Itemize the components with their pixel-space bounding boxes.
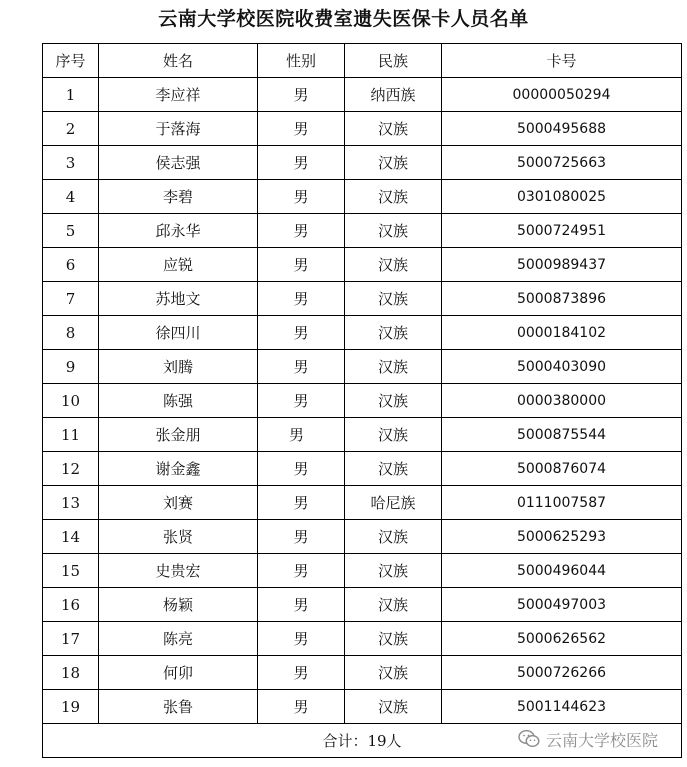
- serial-cell: 18: [43, 656, 99, 690]
- header-ethnic: 民族: [345, 44, 442, 78]
- serial-cell: 12: [43, 452, 99, 486]
- sex-cell: 男: [258, 316, 345, 350]
- serial-cell: 8: [43, 316, 99, 350]
- sex-cell: 男: [258, 384, 345, 418]
- card-cell: 0000380000: [442, 384, 682, 418]
- ethnic-cell: 汉族: [345, 588, 442, 622]
- sex-cell: 男: [258, 554, 345, 588]
- card-cell: 5001144623: [442, 690, 682, 724]
- card-cell: 0000184102: [442, 316, 682, 350]
- table-row: [43, 452, 682, 486]
- card-cell: 5000625293: [442, 520, 682, 554]
- serial-cell: 3: [43, 146, 99, 180]
- watermark-label: 云南大学校医院: [546, 730, 659, 750]
- watermark: [518, 727, 658, 751]
- name-cell: 张贤: [99, 520, 258, 554]
- name-cell: 陈亮: [99, 622, 258, 656]
- table-row: [43, 622, 682, 656]
- table-row: [43, 520, 682, 554]
- header-name: 姓名: [99, 44, 258, 78]
- serial-cell: 17: [43, 622, 99, 656]
- table-row: [43, 690, 682, 724]
- card-cell: 0111007587: [442, 486, 682, 520]
- name-cell: 李碧: [99, 180, 258, 214]
- ethnic-cell: 汉族: [345, 554, 442, 588]
- ethnic-cell: 汉族: [345, 520, 442, 554]
- name-cell: 应锐: [99, 248, 258, 282]
- table-row: [43, 180, 682, 214]
- ethnic-cell: 汉族: [345, 214, 442, 248]
- name-cell: 李应祥: [99, 78, 258, 112]
- name-cell: 谢金鑫: [99, 452, 258, 486]
- name-cell: 史贵宏: [99, 554, 258, 588]
- ethnic-cell: 汉族: [345, 248, 442, 282]
- table-row: [43, 214, 682, 248]
- serial-cell: 14: [43, 520, 99, 554]
- sex-cell: 男: [258, 656, 345, 690]
- ethnic-cell: 汉族: [345, 180, 442, 214]
- name-cell: 于落海: [99, 112, 258, 146]
- name-cell: 陈强: [99, 384, 258, 418]
- sex-cell: 男: [258, 588, 345, 622]
- name-cell: 刘赛: [99, 486, 258, 520]
- table-row: [43, 248, 682, 282]
- header-serial: 序号: [43, 44, 99, 78]
- table-row: [43, 316, 682, 350]
- wechat-icon: [518, 729, 540, 749]
- card-cell: 5000403090: [442, 350, 682, 384]
- card-cell: 0301080025: [442, 180, 682, 214]
- serial-cell: 13: [43, 486, 99, 520]
- table-row: [43, 146, 682, 180]
- document-title: 云南大学校医院收费室遗失医保卡人员名单: [158, 8, 529, 30]
- ethnic-cell: 汉族: [345, 146, 442, 180]
- sex-cell: 男: [258, 350, 345, 384]
- ethnic-cell: 汉族: [345, 690, 442, 724]
- ethnic-cell: 汉族: [345, 656, 442, 690]
- sex-cell: 男: [258, 248, 345, 282]
- name-cell: 何卯: [99, 656, 258, 690]
- sex-cell: 男: [258, 180, 345, 214]
- sex-cell: 男: [258, 622, 345, 656]
- ethnic-cell: 汉族: [345, 112, 442, 146]
- ethnic-cell: 汉族: [345, 282, 442, 316]
- card-cell: 5000726266: [442, 656, 682, 690]
- card-cell: 5000496044: [442, 554, 682, 588]
- ethnic-cell: 哈尼族: [345, 486, 442, 520]
- card-cell: 5000497003: [442, 588, 682, 622]
- table-row: [43, 282, 682, 316]
- serial-cell: 2: [43, 112, 99, 146]
- sex-cell: 男: [258, 78, 345, 112]
- serial-cell: 11: [43, 418, 99, 452]
- ethnic-cell: 汉族: [345, 622, 442, 656]
- serial-cell: 10: [43, 384, 99, 418]
- total-cell: 合计：19人: [43, 724, 682, 758]
- serial-cell: 19: [43, 690, 99, 724]
- serial-cell: 9: [43, 350, 99, 384]
- table-row: [43, 656, 682, 690]
- sex-cell: 男: [258, 112, 345, 146]
- card-cell: 5000989437: [442, 248, 682, 282]
- serial-cell: 1: [43, 78, 99, 112]
- name-cell: 徐四川: [99, 316, 258, 350]
- card-cell: 5000873896: [442, 282, 682, 316]
- name-cell: 刘腾: [99, 350, 258, 384]
- sex-cell: 男: [258, 214, 345, 248]
- card-cell: 5000724951: [442, 214, 682, 248]
- card-cell: 5000875544: [442, 418, 682, 452]
- serial-cell: 7: [43, 282, 99, 316]
- table-row: [43, 350, 682, 384]
- table-row: [43, 78, 682, 112]
- serial-cell: 4: [43, 180, 99, 214]
- card-cell: 5000626562: [442, 622, 682, 656]
- ethnic-cell: 汉族: [345, 316, 442, 350]
- ethnic-cell: 汉族: [345, 384, 442, 418]
- ethnic-cell: 汉族: [345, 350, 442, 384]
- card-cell: 5000876074: [442, 452, 682, 486]
- table-row: [43, 554, 682, 588]
- ethnic-cell: 汉族: [345, 418, 442, 452]
- serial-cell: 6: [43, 248, 99, 282]
- sex-cell: 男: [258, 520, 345, 554]
- table-body: [43, 78, 682, 724]
- card-cell: 5000495688: [442, 112, 682, 146]
- table-row: [43, 112, 682, 146]
- ethnic-cell: 纳西族: [345, 78, 442, 112]
- serial-cell: 5: [43, 214, 99, 248]
- sex-cell: 男: [258, 452, 345, 486]
- name-cell: 张金朋: [99, 418, 258, 452]
- sex-cell: 男: [258, 282, 345, 316]
- serial-cell: 16: [43, 588, 99, 622]
- name-cell: 杨颖: [99, 588, 258, 622]
- ethnic-cell: 汉族: [345, 452, 442, 486]
- table-header-row: [43, 44, 682, 78]
- card-cell: 00000050294: [442, 78, 682, 112]
- table-row: [43, 418, 682, 452]
- sex-cell: 男: [258, 146, 345, 180]
- name-cell: 张鲁: [99, 690, 258, 724]
- name-cell: 邱永华: [99, 214, 258, 248]
- header-sex: 性别: [258, 44, 345, 78]
- table-row: [43, 486, 682, 520]
- serial-cell: 15: [43, 554, 99, 588]
- table-row: [43, 588, 682, 622]
- sex-cell: 男: [258, 418, 345, 452]
- sex-cell: 男: [258, 486, 345, 520]
- table-row: [43, 384, 682, 418]
- name-cell: 侯志强: [99, 146, 258, 180]
- name-cell: 苏地文: [99, 282, 258, 316]
- lost-card-table: [42, 43, 682, 758]
- sex-cell: 男: [258, 690, 345, 724]
- header-card: 卡号: [442, 44, 682, 78]
- card-cell: 5000725663: [442, 146, 682, 180]
